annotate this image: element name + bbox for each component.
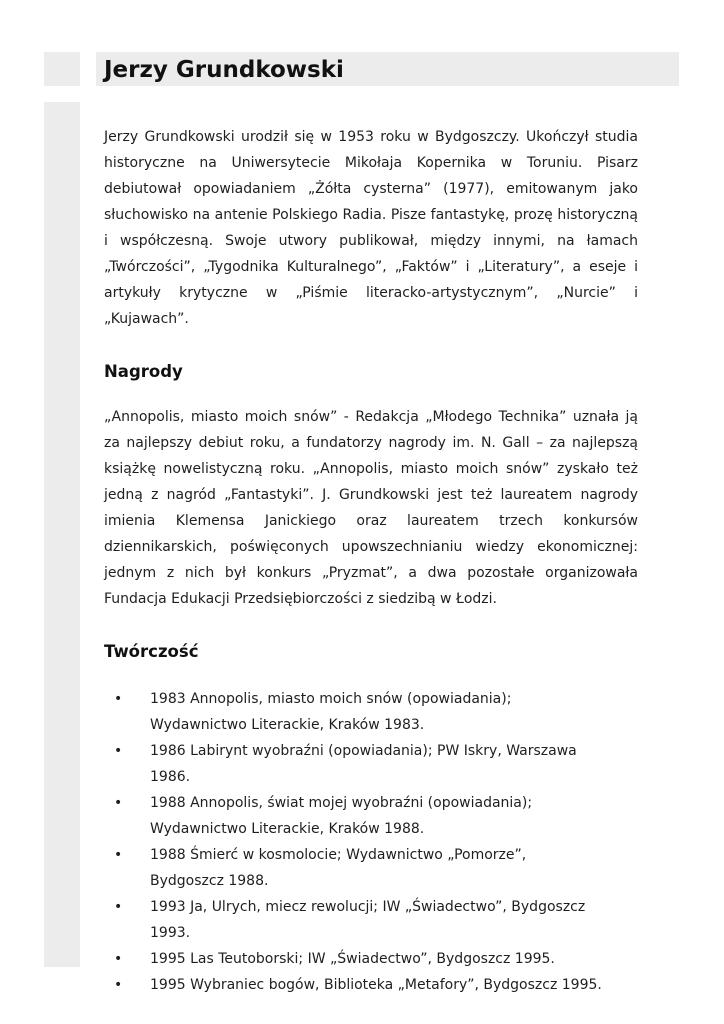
work-entry: 1988 Annopolis, świat mojej wyobraźni (opowiadania); Wydawnictwo Literackie, Kraków 1988. [150, 795, 533, 837]
page-title: Jerzy Grundkowski [104, 57, 344, 83]
bullet: • [114, 977, 123, 993]
sidebar-strip [44, 102, 80, 967]
list-item [104, 842, 604, 894]
corner-decoration [44, 52, 80, 86]
awards-paragraph: „Annopolis, miasto moich snów” - Redakcja „Młodego Technika” uznała ją za najlepszy debiut roku, a fundatorzy nagrody im. N. Gall – za najlepszą książkę nowelistyczną roku. „Annopolis, miasto moich snów” zyskało też jedną z nagród „Fantastyki”. J. Grundkowski jest też laureatem nagrody imienia Klemensa Janickiego oraz laureatem trzech konkursów dziennikarskich, poświęconych upowszechnianiu wiedzy ekonomicznej: jednym z nich był konkurs „Pryzmat”, a dwa pozostałe organizowała Fundacja Edukacji Przedsiębiorczości z siedzibą w Łodzi. [104, 409, 638, 607]
list-item [104, 946, 604, 972]
work-entry: 1986 Labirynt wyobraźni (opowiadania); PW Iskry, Warszawa 1986. [150, 743, 577, 785]
bullet: • [114, 795, 123, 811]
document-body [104, 124, 638, 998]
list-item [104, 686, 604, 738]
list-item [104, 738, 604, 790]
bullet: • [114, 899, 123, 915]
bullet: • [114, 951, 123, 967]
work-entry: 1993 Ja, Ulrych, miecz rewolucji; IW „Świadectwo”, Bydgoszcz 1993. [150, 899, 586, 941]
work-entry: 1995 Las Teutoborski; IW „Świadectwo”, Bydgoszcz 1995. [150, 951, 555, 967]
list-item [104, 790, 604, 842]
works-heading: Twórczość [104, 642, 199, 661]
work-entry: 1988 Śmierć w kosmolocie; Wydawnictwo „Pomorze”, Bydgoszcz 1988. [150, 847, 527, 889]
bio-paragraph: Jerzy Grundkowski urodził się w 1953 roku w Bydgoszczy. Ukończył studia historyczne na Uniwersytecie Mikołaja Kopernika w Toruniu. Pisarz debiutował opowiadaniem „Żółta cysterna” (1977), emitowanym jako słuchowisko na antenie Polskiego Radia. Pisze fantastykę, prozę historyczną i współczesną. Swoje utwory publikował, między innymi, na łamach „Twórczości”, „Tygodnika Kulturalnego”, „Faktów” i „Literatury”, a eseje i artykuły krytyczne w „Piśmie literacko-artystycznym”, „Nurcie” i „Kujawach”. [104, 129, 638, 327]
work-entry: 1983 Annopolis, miasto moich snów (opowiadania); Wydawnictwo Literackie, Kraków 1983. [150, 691, 512, 733]
awards-heading: Nagrody [104, 362, 183, 381]
work-entry: 1995 Wybraniec bogów, Biblioteka „Metafory”, Bydgoszcz 1995. [150, 977, 602, 993]
works-list [104, 686, 604, 998]
bullet: • [114, 847, 123, 863]
list-item [104, 894, 604, 946]
bullet: • [114, 691, 123, 707]
title-bar [96, 52, 679, 86]
list-item [104, 972, 604, 998]
bullet: • [114, 743, 123, 759]
